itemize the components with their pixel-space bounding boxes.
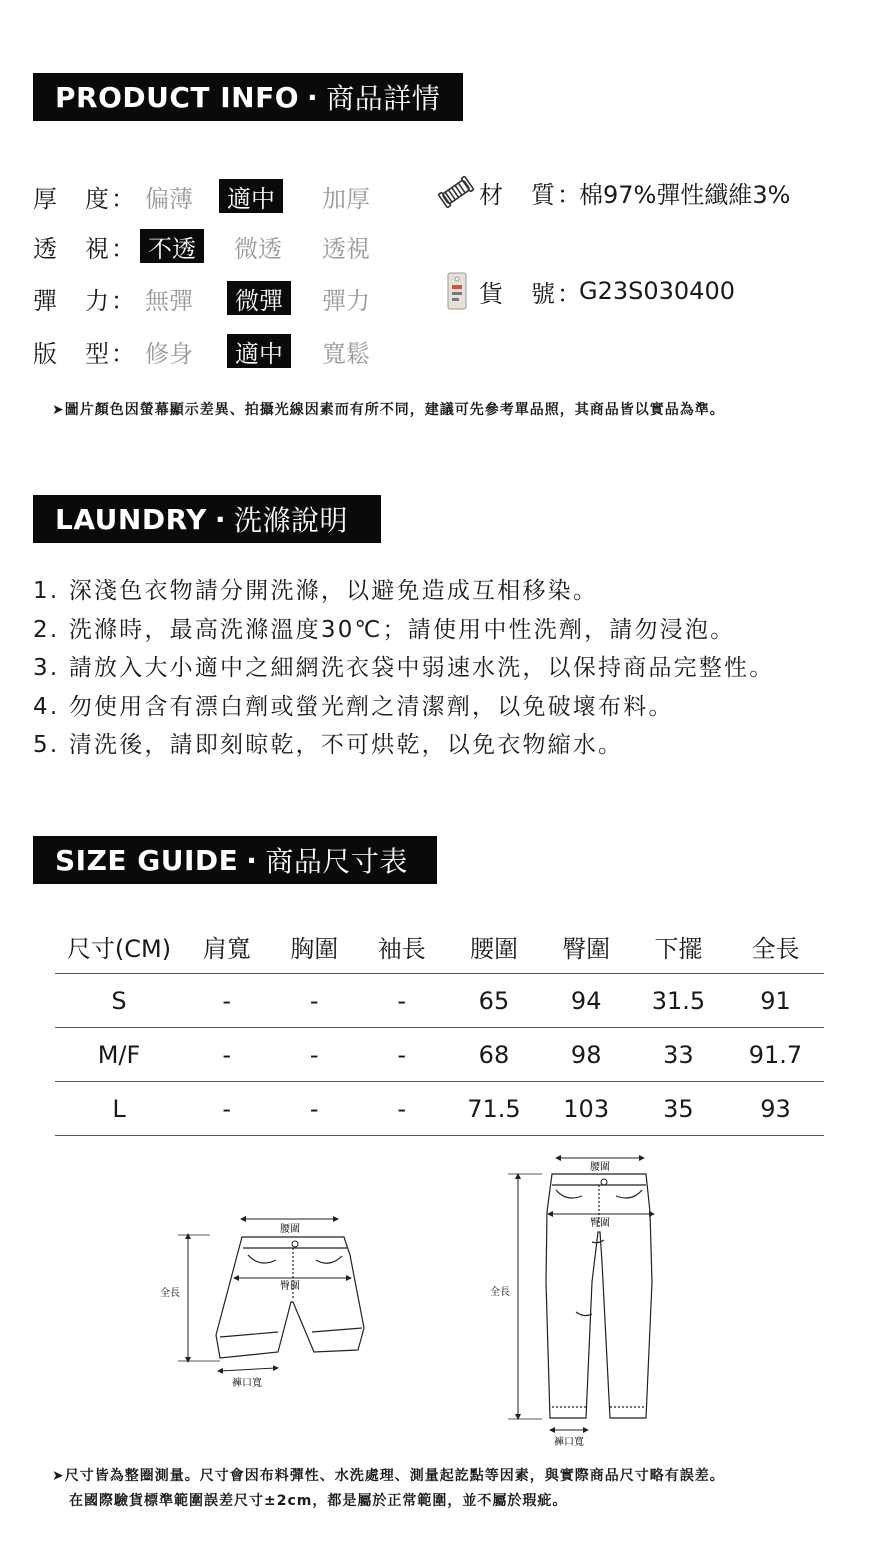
pants-hem-label: 褲口寬 (554, 1437, 584, 1448)
attr-option: 透視 (322, 234, 370, 263)
laundry-item: 3. 請放入大小適中之細網洗衣袋中弱速水洗，以保持商品完整性。 (33, 655, 775, 681)
size-cell: L (55, 1082, 183, 1136)
col-waist: 腰圍 (445, 919, 542, 974)
material-spec (437, 173, 790, 211)
attr-transparency (33, 227, 370, 265)
table-cell: 65 (445, 974, 542, 1028)
size-guide-header-en: SIZE GUIDE (55, 843, 239, 877)
attr-elasticity (33, 279, 370, 317)
size-table-header-row (55, 919, 824, 974)
col-sleeve: 袖長 (358, 919, 445, 974)
table-cell: - (358, 1028, 445, 1082)
size-footnote (52, 1464, 725, 1514)
laundry-header-zh: 洗滌說明 (234, 504, 349, 537)
attr-label: 厚 度： (33, 184, 137, 213)
header-separator: · (307, 80, 319, 114)
table-cell: 35 (630, 1082, 727, 1136)
attr-label: 透 視： (33, 234, 137, 263)
item-number-label: 貨 號： (479, 279, 583, 308)
table-cell: 94 (542, 974, 629, 1028)
laundry-list (33, 572, 774, 765)
item-number-value: G23S030400 (579, 277, 735, 305)
attr-option: 彈力 (322, 286, 370, 315)
product-info-header (33, 73, 463, 121)
table-cell: 98 (542, 1028, 629, 1082)
table-cell: - (358, 1082, 445, 1136)
table-cell: 103 (542, 1082, 629, 1136)
color-note: ➤圖片顏色因螢幕顯示差異、拍攝光線因素而有所不同，建議可先參考單品照，其商品皆以實品為準。 (52, 402, 725, 418)
table-cell: - (183, 1082, 270, 1136)
attr-thickness (33, 177, 370, 215)
attr-option: 寬鬆 (322, 339, 370, 368)
size-cell: S (55, 974, 183, 1028)
size-guide-header-zh: 商品尺寸表 (265, 845, 408, 878)
table-cell: - (270, 1082, 357, 1136)
col-hip: 臀圍 (542, 919, 629, 974)
attr-option: 偏薄 (145, 184, 193, 213)
table-cell: 31.5 (630, 974, 727, 1028)
laundry-item: 4. 勿使用含有漂白劑或螢光劑之清潔劑，以免破壞布料。 (33, 693, 674, 720)
item-number-spec (437, 272, 735, 310)
table-cell: - (183, 1028, 270, 1082)
table-cell: 91.7 (727, 1028, 824, 1082)
table-cell: 93 (727, 1082, 824, 1136)
table-cell: 91 (727, 974, 824, 1028)
pants-length-label: 全長 (490, 1287, 510, 1298)
laundry-item: 2. 洗滌時，最高洗滌溫度30℃；請使用中性洗劑，請勿浸泡。 (33, 616, 736, 643)
pants-diagram (480, 1152, 680, 1452)
yarn-spool-icon (437, 176, 475, 208)
shorts-length-label: 全長 (160, 1288, 180, 1299)
table-row (55, 974, 824, 1028)
product-info-header-zh: 商品詳情 (326, 82, 441, 115)
size-cell: M/F (55, 1028, 183, 1082)
shorts-hip-label: 臀圍 (280, 1281, 300, 1292)
laundry-item: 5. 清洗後，請即刻晾乾，不可烘乾，以免衣物縮水。 (33, 732, 624, 758)
attr-option: 修身 (145, 339, 193, 368)
attr-option-selected: 適中 (227, 334, 291, 368)
table-cell: - (183, 974, 270, 1028)
table-cell: 71.5 (445, 1082, 542, 1136)
laundry-item: 1. 深淺色衣物請分開洗滌，以避免造成互相移染。 (33, 578, 599, 604)
size-footnote-line-2: 在國際驗貨標準範圍誤差尺寸±2cm，都是屬於正常範圍，並不屬於瑕疵。 (69, 1493, 568, 1509)
shorts-hem-label: 褲口寬 (232, 1378, 262, 1389)
shorts-waist-label: 腰圍 (280, 1224, 300, 1235)
table-cell: - (270, 1028, 357, 1082)
col-shoulder: 肩寬 (183, 919, 270, 974)
size-footnote-line-1: ➤尺寸皆為整圈測量。尺寸會因布料彈性、水洗處理、測量起訖點等因素，與實際商品尺寸略有誤差。 (52, 1468, 725, 1484)
table-cell: 33 (630, 1028, 727, 1082)
attr-option: 加厚 (322, 184, 370, 213)
col-size: 尺寸(CM) (55, 919, 183, 974)
material-value: 棉97%彈性纖維3% (579, 180, 791, 209)
table-row (55, 1082, 824, 1136)
shorts-diagram (150, 1210, 380, 1395)
pants-hip-label: 臀圍 (590, 1218, 610, 1229)
table-cell: 68 (445, 1028, 542, 1082)
col-length: 全長 (727, 919, 824, 974)
material-label: 材 質： (479, 180, 583, 209)
attr-option-selected: 適中 (219, 179, 283, 213)
pants-waist-label: 腰圍 (590, 1162, 610, 1173)
table-row (55, 1028, 824, 1082)
laundry-header (33, 495, 381, 543)
table-cell: - (270, 974, 357, 1028)
col-chest: 胸圍 (270, 919, 357, 974)
col-hem: 下擺 (630, 919, 727, 974)
attr-label: 彈 力： (33, 286, 137, 315)
attr-label: 版 型： (33, 339, 137, 368)
header-separator: · (214, 502, 227, 536)
tag-icon (437, 270, 475, 312)
table-cell: - (358, 974, 445, 1028)
attr-option-selected: 不透 (140, 229, 204, 263)
laundry-header-en: LAUNDRY (55, 502, 207, 536)
size-guide-header (33, 836, 437, 884)
attr-option-selected: 微彈 (227, 281, 291, 315)
product-info-header-en: PRODUCT INFO (55, 80, 300, 114)
attr-option: 無彈 (145, 286, 193, 315)
header-separator: · (246, 843, 258, 877)
attr-option: 微透 (234, 234, 282, 263)
size-table (55, 919, 824, 1136)
attr-fit (33, 332, 370, 370)
